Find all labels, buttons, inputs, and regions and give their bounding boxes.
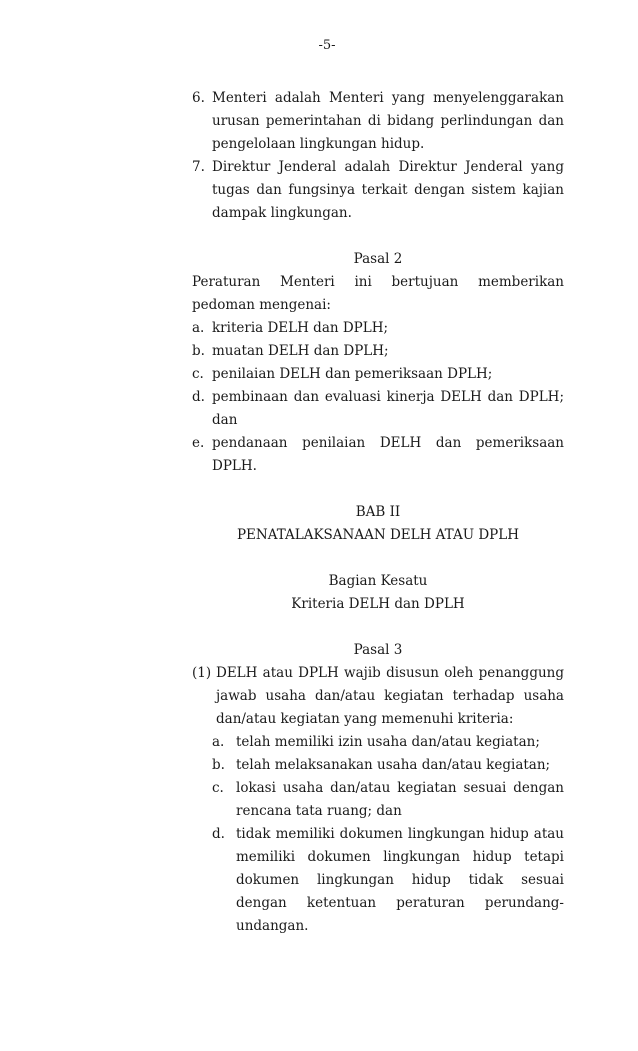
list-item — [212, 731, 564, 754]
document-body — [192, 87, 564, 938]
list-text: pembinaan dan evaluasi kinerja DELH dan DPLH; dan — [212, 389, 564, 428]
list-item — [212, 754, 564, 777]
list-item — [212, 823, 564, 938]
list-marker: a. — [192, 320, 205, 336]
list-marker: e. — [192, 435, 205, 451]
definition-item — [192, 156, 564, 225]
definition-number: 7. — [192, 159, 205, 175]
bagian-title: Kriteria DELH dan DPLH — [291, 596, 465, 612]
list-item — [192, 386, 564, 432]
list-text: telah memiliki izin usaha dan/atau kegiatan; — [236, 734, 540, 750]
bab-title: PENATALAKSANAAN DELH ATAU DPLH — [236, 527, 520, 543]
list-item — [192, 363, 564, 386]
definition-text: Direktur Jenderal adalah Direktur Jenderal yang tugas dan fungsinya terkait dengan sistem kajian dampak lingkungan. — [212, 159, 564, 221]
list-text: kriteria DELH dan DPLH; — [212, 320, 389, 336]
definition-number: 6. — [192, 90, 205, 106]
list-marker: d. — [212, 826, 225, 842]
list-item — [212, 777, 564, 823]
list-item — [192, 340, 564, 363]
page-number: -5- — [318, 38, 336, 53]
bagian-heading: Bagian Kesatu — [328, 573, 428, 589]
list-item — [192, 432, 564, 478]
list-marker: b. — [212, 757, 225, 773]
list-marker: c. — [212, 780, 224, 796]
list-text: penilaian DELH dan pemeriksaan DPLH; — [212, 366, 493, 382]
list-item — [192, 317, 564, 340]
list-marker: c. — [192, 366, 204, 382]
list-text: tidak memiliki dokumen lingkungan hidup atau memiliki dokumen lingkungan hidup tetapi dokumen lingkungan hidup tidak sesuai dengan ketentuan peraturan perundang-undangan. — [236, 826, 564, 934]
list-marker: d. — [192, 389, 205, 405]
list-text: muatan DELH dan DPLH; — [212, 343, 389, 359]
list-text: telah melaksanakan usaha dan/atau kegiatan; — [236, 757, 551, 773]
pasal-2-heading: Pasal 2 — [353, 251, 403, 267]
clause-number: (1) — [192, 665, 212, 681]
definition-item — [192, 87, 564, 156]
clause-item — [192, 662, 564, 731]
list-marker: b. — [192, 343, 205, 359]
pasal-3-heading: Pasal 3 — [353, 642, 403, 658]
clause-sublist — [212, 731, 564, 938]
clause-text: DELH atau DPLH wajib disusun oleh penanggung jawab usaha dan/atau kegiatan terhadap usaha dan/atau kegiatan yang memenuhi kriteria: — [216, 665, 564, 727]
pasal-2-intro: Peraturan Menteri ini bertujuan memberikan pedoman mengenai: — [192, 274, 564, 313]
bab-heading: BAB II — [355, 504, 401, 520]
list-marker: a. — [212, 734, 225, 750]
list-text: pendanaan penilaian DELH dan pemeriksaan DPLH. — [212, 435, 564, 474]
definition-text: Menteri adalah Menteri yang menyelenggarakan urusan pemerintahan di bidang perlindungan dan pengelolaan lingkungan hidup. — [212, 90, 564, 152]
list-text: lokasi usaha dan/atau kegiatan sesuai dengan rencana tata ruang; dan — [236, 780, 564, 819]
